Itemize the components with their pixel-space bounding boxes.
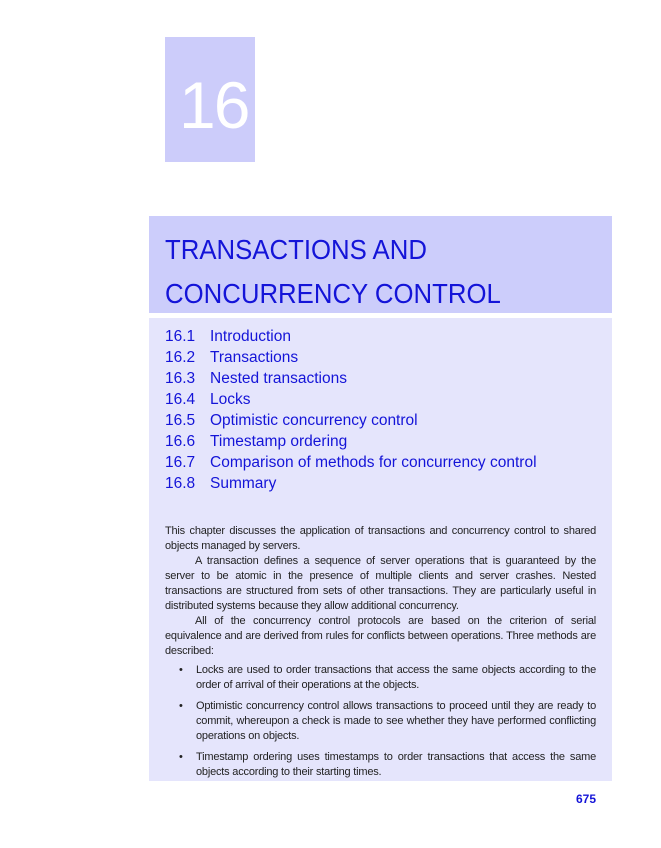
toc-number: 16.2: [165, 349, 196, 366]
chapter-content-box: [149, 318, 612, 781]
toc-title: Comparison of methods for concurrency control: [210, 454, 537, 471]
chapter-title-line: TRANSACTIONS AND: [165, 234, 427, 265]
chapter-title: [165, 228, 501, 316]
toc-item[interactable]: [165, 473, 537, 494]
toc-number: 16.8: [165, 475, 196, 492]
list-item: [165, 750, 596, 780]
list-item-text: Optimistic concurrency control allows transactions to proceed until they are ready to commit, whereupon a check is made to see whether they have performed conflicting operations on objects.: [196, 700, 596, 742]
toc-item[interactable]: [165, 452, 537, 473]
chapter-intro: [165, 524, 596, 786]
bullet-icon: •: [179, 700, 183, 712]
toc-item[interactable]: [165, 389, 537, 410]
list-item: [165, 663, 596, 693]
toc-title: Introduction: [210, 328, 291, 345]
page-number: 675: [576, 792, 597, 806]
toc-title: Timestamp ordering: [210, 433, 348, 450]
paragraph: All of the concurrency control protocols are based on the criterion of serial equivalence and are derived from rules for conflicts between operations. Three methods are described:: [165, 615, 596, 657]
list-item-text: Locks are used to order transactions that access the same objects according to the order of arrival of their operations at the objects.: [196, 664, 596, 691]
toc-item[interactable]: [165, 410, 537, 431]
method-list: [165, 663, 596, 780]
paragraph: This chapter discusses the application of transactions and concurrency control to shared objects managed by servers.: [165, 525, 596, 552]
toc-title: Optimistic concurrency control: [210, 412, 418, 429]
chapter-number: 16: [179, 68, 249, 142]
toc-title: Locks: [210, 391, 251, 408]
toc-number: 16.4: [165, 391, 196, 408]
list-item-text: Timestamp ordering uses timestamps to order transactions that access the same objects according to their starting times.: [196, 751, 596, 778]
toc-item[interactable]: [165, 368, 537, 389]
toc-item[interactable]: [165, 326, 537, 347]
table-of-contents: [165, 326, 537, 494]
chapter-title-band: [149, 216, 612, 313]
toc-number: 16.3: [165, 370, 196, 387]
chapter-number-box: [165, 37, 255, 162]
toc-title: Nested transactions: [210, 370, 347, 387]
toc-number: 16.7: [165, 454, 196, 471]
list-item: [165, 699, 596, 744]
toc-title: Summary: [210, 475, 277, 492]
toc-number: 16.6: [165, 433, 196, 450]
toc-item[interactable]: [165, 347, 537, 368]
chapter-title-line: CONCURRENCY CONTROL: [165, 278, 501, 309]
bullet-icon: •: [179, 751, 183, 763]
toc-number: 16.1: [165, 328, 196, 345]
toc-title: Transactions: [210, 349, 299, 366]
bullet-icon: •: [179, 664, 183, 676]
toc-number: 16.5: [165, 412, 196, 429]
paragraph: A transaction defines a sequence of server operations that is guaranteed by the server to be atomic in the presence of multiple clients and server crashes. Nested transactions are structured from sets of other transactions. They are particularly useful in distributed systems because they allow additional concurrency.: [165, 555, 596, 612]
toc-item[interactable]: [165, 431, 537, 452]
